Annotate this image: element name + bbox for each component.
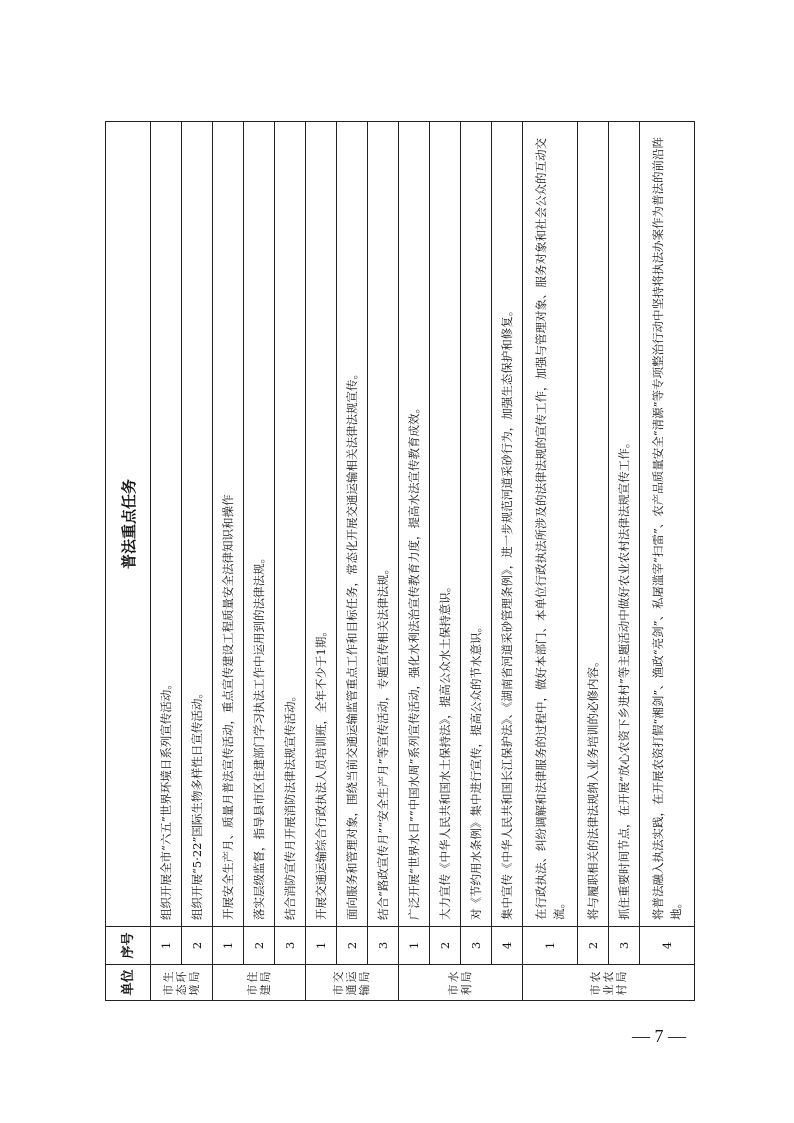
table-row — [522, 122, 577, 1001]
table-row — [491, 122, 522, 1001]
unit-cell: 市交通运输局 — [305, 965, 398, 1001]
number-cell: 1 — [522, 927, 577, 965]
table-row — [577, 122, 608, 1001]
legal-education-task-table — [105, 121, 695, 1001]
table-row — [336, 122, 367, 1001]
number-cell: 3 — [460, 927, 491, 965]
task-cell: 将与履职相关的法律法规纳入业务培训的必修内容。 — [577, 122, 608, 927]
table-row — [243, 122, 274, 1001]
unit-cell: 市水利局 — [398, 965, 522, 1001]
task-cell: 广泛开展“世界水日”“中国水周”系列宣传活动，强化水利法治宣传教育力度，提高水法宣传教育成效。 — [398, 122, 429, 927]
task-cell: 结合“路政宣传月”“安全生产月”等宣传活动，专题宣传相关法律法规。 — [367, 122, 398, 927]
number-cell: 3 — [274, 927, 305, 965]
task-cell: 开展交通运输综合行政执法人员培训班，全年不少于1期。 — [305, 122, 336, 927]
number-cell: 3 — [367, 927, 398, 965]
unit-cell: 市住建局 — [212, 965, 305, 1001]
table-row — [181, 122, 212, 1001]
table-row — [398, 122, 429, 1001]
task-cell: 在行政执法、纠纷调解和法律服务的过程中，做好本部门、本单位行政执法所涉及的法律法规的宣传工作，加强与管理对象、服务对象和社会公众的互动交流。 — [522, 122, 577, 927]
number-cell: 2 — [243, 927, 274, 965]
table-row — [460, 122, 491, 1001]
number-cell: 2 — [577, 927, 608, 965]
table-row — [151, 122, 182, 1001]
number-cell: 1 — [151, 927, 182, 965]
task-cell: 组织开展全市“六五”世界环境日系列宣传活动。 — [151, 122, 182, 927]
table-row — [212, 122, 243, 1001]
page-number: — 7 — — [632, 1026, 686, 1046]
task-cell: 抓住重要时间节点，在开展“放心农资下乡进村”等主题活动中做好农业农村法律法规宣传工作。 — [608, 122, 639, 927]
rotated-table-wrapper — [105, 121, 695, 1001]
table-row — [639, 122, 694, 1001]
task-cell: 对《节约用水条例》集中进行宣传，提高公众的节水意识。 — [460, 122, 491, 927]
table-row — [608, 122, 639, 1001]
header-unit: 单位 — [106, 965, 151, 1001]
task-cell: 结合消防宣传月开展消防法律法规宣传活动。 — [274, 122, 305, 927]
number-cell: 4 — [491, 927, 522, 965]
table-row — [305, 122, 336, 1001]
number-cell: 2 — [336, 927, 367, 965]
table-row — [274, 122, 305, 1001]
table-header-row — [106, 122, 151, 1001]
unit-cell: 市农业农村局 — [522, 965, 694, 1001]
task-cell: 组织开展“5·22”国际生物多样性日宣传活动。 — [181, 122, 212, 927]
task-cell: 集中宣传《中华人民共和国长江保护法》、《湖南省河道采砂管理条例》，进一步规范河道采砂行为，加强生态保护和修复。 — [491, 122, 522, 927]
table-row — [429, 122, 460, 1001]
number-cell: 2 — [181, 927, 212, 965]
unit-cell: 市生态环境局 — [151, 965, 213, 1001]
task-cell: 落实层级监督，指导县市区住建部门学习执法工作中运用到的法律法规。 — [243, 122, 274, 927]
number-cell: 1 — [398, 927, 429, 965]
task-cell: 大力宣传《中华人民共和国水土保持法》，提高公众水土保持意识。 — [429, 122, 460, 927]
number-cell: 1 — [212, 927, 243, 965]
task-cell: 开展安全生产月、质量月普法宣传活动，重点宣传建设工程质量安全法律知识和操作 — [212, 122, 243, 927]
number-cell: 3 — [608, 927, 639, 965]
number-cell: 1 — [305, 927, 336, 965]
task-cell: 将普法融入执法实践，在开展农资打假“湘剑”、渔政“亮剑”、私屠滥宰“扫雷”、农产品质量安全“清源”等专项整治行动中坚持将执法办案作为普法的前沿阵地。 — [639, 122, 694, 927]
number-cell: 2 — [429, 927, 460, 965]
number-cell: 4 — [639, 927, 694, 965]
table-row — [367, 122, 398, 1001]
task-cell: 面向服务和管理对象，围绕当前交通运输监管重点工作和目标任务，常态化开展交通运输相关法律法规宣传。 — [336, 122, 367, 927]
header-number: 序号 — [106, 927, 151, 965]
header-task: 普法重点任务 — [106, 122, 151, 927]
